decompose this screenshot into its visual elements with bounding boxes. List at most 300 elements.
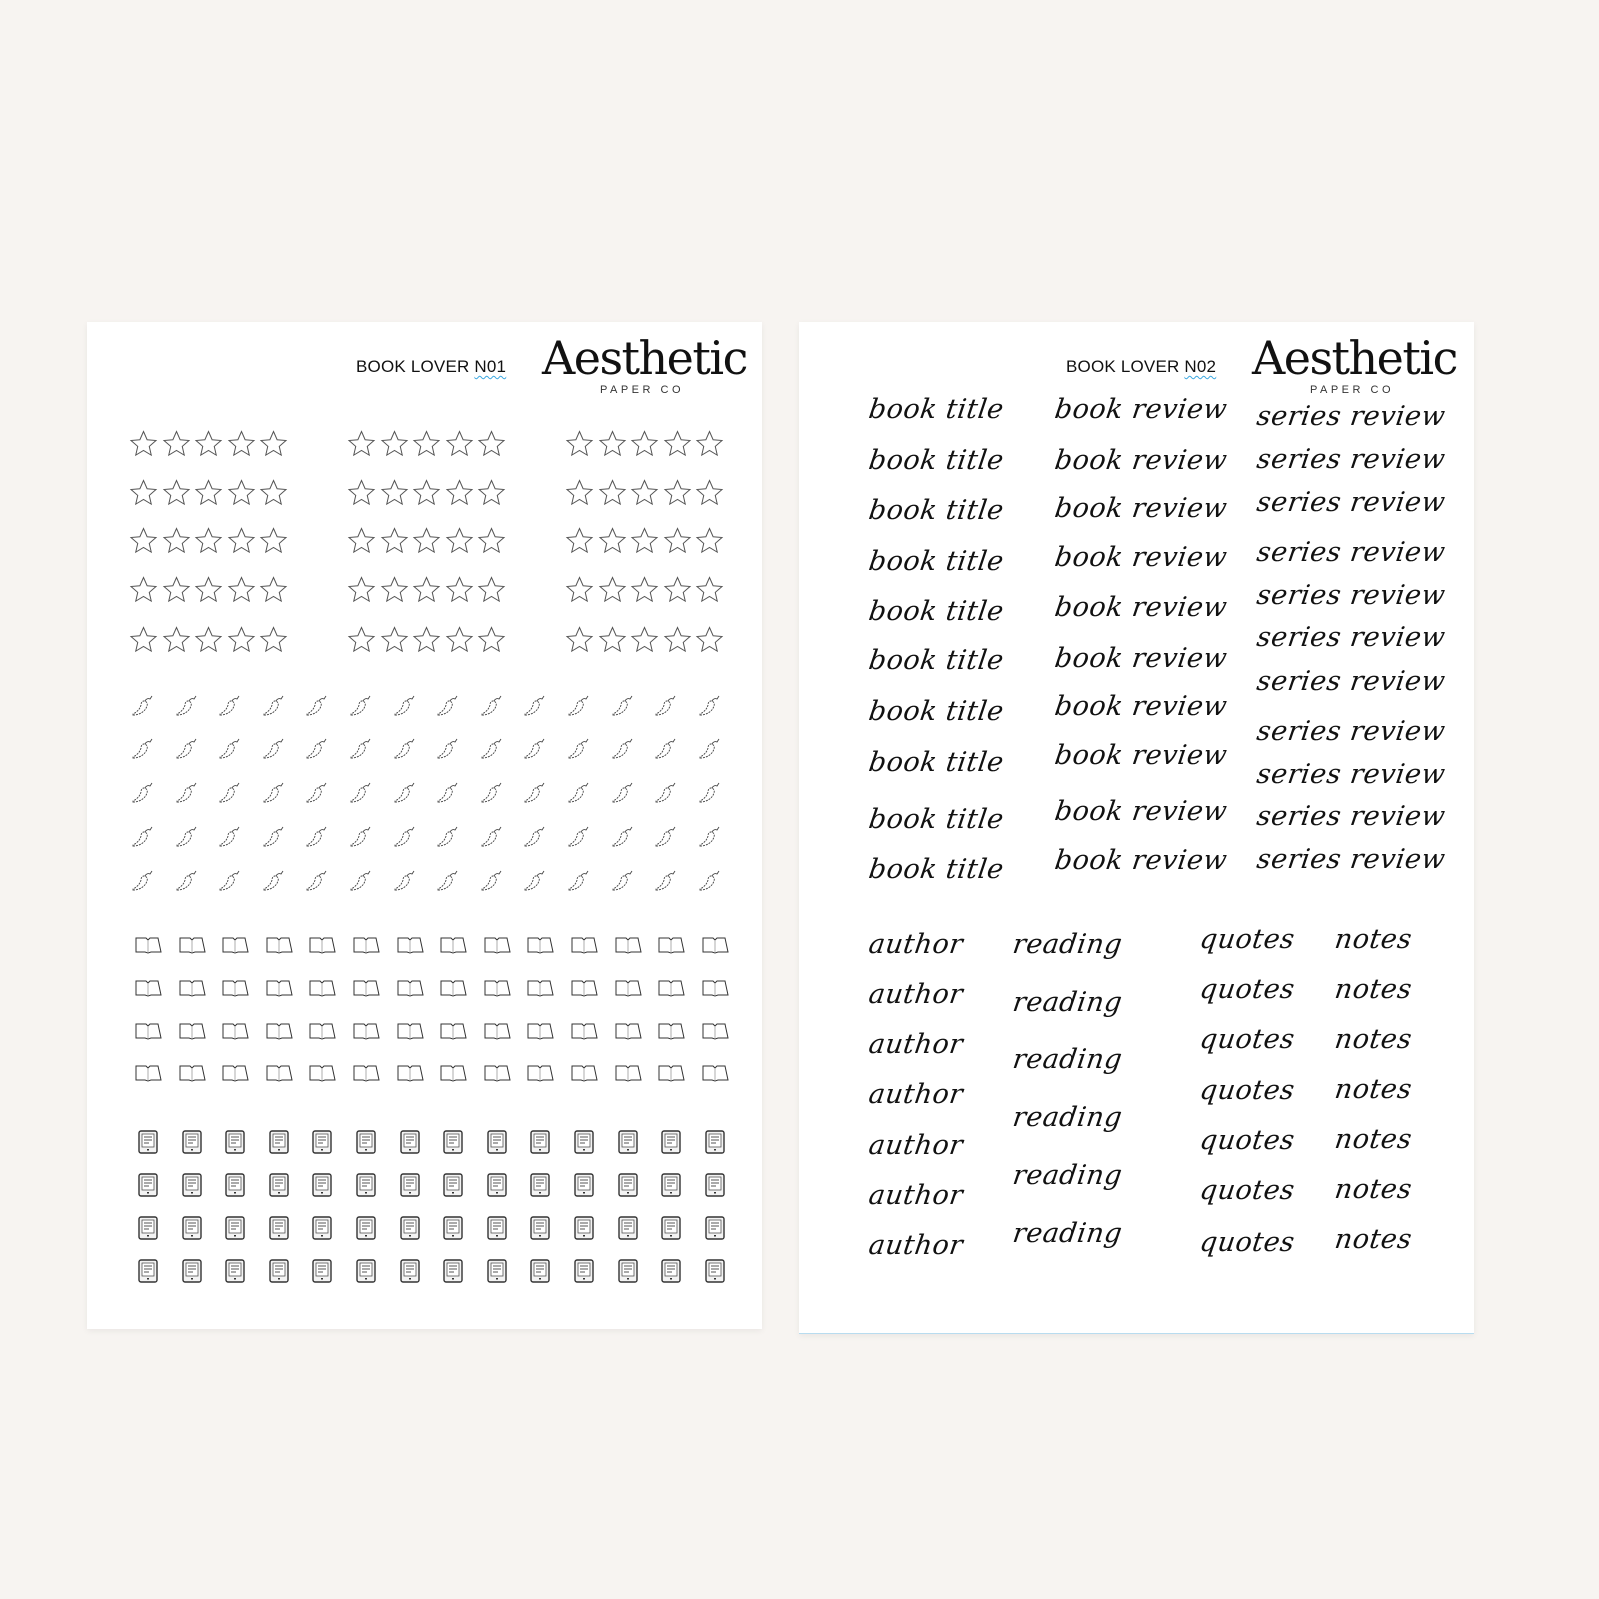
title-code: N02	[1184, 357, 1217, 376]
chili-pepper-icon	[174, 692, 202, 723]
star-outline-icon	[379, 625, 410, 660]
ereader-icon	[356, 1216, 376, 1245]
chili-pepper-icon	[697, 823, 725, 854]
ereader-icon	[269, 1130, 289, 1159]
open-book-icon	[570, 1064, 598, 1087]
star-outline-icon	[694, 478, 725, 513]
star-outline-icon	[346, 625, 377, 660]
chili-pepper-icon	[304, 867, 332, 898]
chili-pepper-icon	[174, 779, 202, 810]
logo-sub: PAPER CO	[1309, 384, 1395, 396]
open-book-icon	[483, 1022, 511, 1045]
chili-pepper-icon	[130, 779, 158, 810]
ereader-icon	[487, 1130, 507, 1159]
script-word-book-title: book title	[866, 546, 1006, 577]
ereader-icon	[138, 1216, 158, 1245]
title-code: N01	[474, 357, 507, 376]
open-book-icon	[308, 936, 336, 959]
star-outline-icon	[226, 478, 257, 513]
star-outline-icon	[379, 526, 410, 561]
chili-pepper-icon	[566, 735, 594, 766]
sticker-sheet-n01	[87, 322, 762, 1329]
chili-pepper-icon	[566, 779, 594, 810]
sheet-title	[356, 357, 506, 377]
ereader-icon	[618, 1259, 638, 1288]
star-outline-icon	[662, 625, 693, 660]
script-word-book-title: book title	[866, 445, 1006, 476]
ereader-icon	[312, 1173, 332, 1202]
open-book-icon	[221, 936, 249, 959]
chili-pepper-icon	[697, 735, 725, 766]
script-word-author: author	[866, 1130, 966, 1161]
open-book-icon	[570, 979, 598, 1002]
script-word-reading: reading	[1010, 1044, 1125, 1075]
chili-pepper-icon	[348, 735, 376, 766]
open-book-icon	[134, 1022, 162, 1045]
script-word-series-review: series review	[1254, 444, 1448, 475]
open-book-icon	[265, 979, 293, 1002]
star-outline-icon	[226, 625, 257, 660]
star-outline-icon	[564, 478, 595, 513]
chili-pepper-icon	[348, 823, 376, 854]
ereader-icon	[661, 1173, 681, 1202]
star-outline-icon	[597, 429, 628, 464]
script-word-notes: notes	[1332, 1024, 1415, 1055]
ereader-icon	[400, 1259, 420, 1288]
chili-pepper-icon	[304, 779, 332, 810]
star-outline-icon	[629, 429, 660, 464]
script-word-quotes: quotes	[1197, 1227, 1297, 1258]
star-outline-icon	[694, 575, 725, 610]
star-outline-icon	[128, 575, 159, 610]
script-word-series-review: series review	[1254, 487, 1448, 518]
script-word-quotes: quotes	[1197, 1125, 1297, 1156]
star-outline-icon	[258, 429, 289, 464]
open-book-icon	[352, 936, 380, 959]
open-book-icon	[439, 979, 467, 1002]
chili-pepper-icon	[653, 735, 681, 766]
script-word-notes: notes	[1332, 1074, 1415, 1105]
star-outline-icon	[193, 526, 224, 561]
star-outline-icon	[476, 575, 507, 610]
chili-pepper-icon	[174, 735, 202, 766]
open-book-icon	[396, 936, 424, 959]
chili-pepper-icon	[522, 867, 550, 898]
star-outline-icon	[411, 429, 442, 464]
open-book-icon	[221, 1022, 249, 1045]
chili-pepper-icon	[348, 692, 376, 723]
star-outline-icon	[476, 478, 507, 513]
open-book-icon	[701, 1022, 729, 1045]
chili-pepper-icon	[522, 779, 550, 810]
script-word-book-title: book title	[866, 645, 1006, 676]
open-book-icon	[265, 1022, 293, 1045]
ereader-icon	[182, 1130, 202, 1159]
script-word-author: author	[866, 979, 966, 1010]
chili-pepper-icon	[610, 779, 638, 810]
ereader-icon	[269, 1259, 289, 1288]
chili-pepper-icon	[435, 823, 463, 854]
ereader-icon	[443, 1259, 463, 1288]
chili-pepper-icon	[653, 823, 681, 854]
chili-pepper-icon	[261, 735, 289, 766]
star-outline-icon	[597, 526, 628, 561]
open-book-icon	[614, 1022, 642, 1045]
script-word-author: author	[866, 1230, 966, 1261]
star-outline-icon	[128, 526, 159, 561]
star-outline-icon	[564, 429, 595, 464]
chili-pepper-icon	[479, 692, 507, 723]
script-word-series-review: series review	[1254, 844, 1448, 875]
chili-pepper-icon	[610, 823, 638, 854]
ereader-icon	[487, 1216, 507, 1245]
ereader-icon	[705, 1130, 725, 1159]
ereader-icon	[138, 1259, 158, 1288]
star-outline-icon	[193, 429, 224, 464]
star-outline-icon	[629, 478, 660, 513]
open-book-icon	[657, 979, 685, 1002]
chili-pepper-icon	[217, 867, 245, 898]
script-word-book-title: book title	[866, 854, 1006, 885]
script-word-notes: notes	[1332, 1174, 1415, 1205]
open-book-icon	[570, 936, 598, 959]
star-outline-icon	[476, 625, 507, 660]
chili-pepper-icon	[261, 692, 289, 723]
chili-pepper-icon	[261, 823, 289, 854]
chili-pepper-icon	[348, 779, 376, 810]
ereader-icon	[182, 1216, 202, 1245]
chili-pepper-icon	[130, 823, 158, 854]
open-book-icon	[352, 1022, 380, 1045]
open-book-icon	[439, 936, 467, 959]
script-word-series-review: series review	[1254, 801, 1448, 832]
ereader-icon	[661, 1130, 681, 1159]
script-word-book-review: book review	[1052, 445, 1230, 476]
open-book-icon	[308, 979, 336, 1002]
open-book-icon	[352, 1064, 380, 1087]
ereader-icon	[312, 1259, 332, 1288]
script-word-quotes: quotes	[1197, 974, 1297, 1005]
open-book-icon	[483, 936, 511, 959]
ereader-icon	[618, 1173, 638, 1202]
chili-pepper-icon	[435, 779, 463, 810]
star-outline-icon	[694, 429, 725, 464]
script-word-quotes: quotes	[1197, 1075, 1297, 1106]
sticker-sheet-n02	[799, 322, 1474, 1334]
chili-pepper-icon	[479, 735, 507, 766]
script-word-reading: reading	[1010, 1102, 1125, 1133]
star-outline-icon	[411, 625, 442, 660]
chili-pepper-icon	[261, 867, 289, 898]
open-book-icon	[134, 936, 162, 959]
star-outline-icon	[597, 625, 628, 660]
star-outline-icon	[193, 478, 224, 513]
ereader-icon	[138, 1130, 158, 1159]
star-outline-icon	[346, 575, 377, 610]
open-book-icon	[614, 936, 642, 959]
script-word-author: author	[866, 1029, 966, 1060]
open-book-icon	[483, 979, 511, 1002]
star-outline-icon	[694, 625, 725, 660]
star-outline-icon	[629, 625, 660, 660]
star-outline-icon	[444, 429, 475, 464]
star-outline-icon	[161, 625, 192, 660]
chili-pepper-icon	[217, 735, 245, 766]
star-outline-icon	[193, 625, 224, 660]
chili-pepper-icon	[435, 735, 463, 766]
ereader-icon	[182, 1259, 202, 1288]
star-outline-icon	[161, 575, 192, 610]
ereader-icon	[618, 1216, 638, 1245]
script-word-reading: reading	[1010, 1218, 1125, 1249]
script-word-book-review: book review	[1052, 845, 1230, 876]
script-word-series-review: series review	[1254, 622, 1448, 653]
ereader-icon	[574, 1259, 594, 1288]
script-word-series-review: series review	[1254, 580, 1448, 611]
open-book-icon	[308, 1022, 336, 1045]
ereader-icon	[312, 1216, 332, 1245]
ereader-icon	[530, 1173, 550, 1202]
chili-pepper-icon	[697, 779, 725, 810]
script-word-book-title: book title	[866, 394, 1006, 425]
star-outline-icon	[258, 526, 289, 561]
chili-pepper-icon	[174, 823, 202, 854]
ereader-icon	[574, 1216, 594, 1245]
ereader-icon	[225, 1130, 245, 1159]
script-word-book-title: book title	[866, 804, 1006, 835]
ereader-icon	[574, 1173, 594, 1202]
star-outline-icon	[444, 526, 475, 561]
chili-pepper-icon	[697, 867, 725, 898]
star-outline-icon	[411, 478, 442, 513]
open-book-icon	[178, 936, 206, 959]
chili-pepper-icon	[522, 735, 550, 766]
open-book-icon	[396, 979, 424, 1002]
open-book-icon	[221, 979, 249, 1002]
open-book-icon	[614, 979, 642, 1002]
star-outline-icon	[597, 575, 628, 610]
ereader-icon	[530, 1216, 550, 1245]
star-outline-icon	[444, 478, 475, 513]
star-outline-icon	[629, 526, 660, 561]
open-book-icon	[178, 1064, 206, 1087]
open-book-icon	[396, 1064, 424, 1087]
chili-pepper-icon	[304, 735, 332, 766]
script-word-quotes: quotes	[1197, 1175, 1297, 1206]
ereader-icon	[400, 1216, 420, 1245]
script-word-series-review: series review	[1254, 759, 1448, 790]
script-word-author: author	[866, 1180, 966, 1211]
ereader-icon	[487, 1173, 507, 1202]
open-book-icon	[657, 936, 685, 959]
open-book-icon	[265, 936, 293, 959]
chili-pepper-icon	[653, 692, 681, 723]
script-word-book-review: book review	[1052, 643, 1230, 674]
chili-pepper-icon	[653, 779, 681, 810]
ereader-icon	[269, 1216, 289, 1245]
star-outline-icon	[411, 526, 442, 561]
star-outline-icon	[161, 429, 192, 464]
ereader-icon	[705, 1173, 725, 1202]
ereader-icon	[269, 1173, 289, 1202]
chili-pepper-icon	[392, 779, 420, 810]
star-outline-icon	[128, 625, 159, 660]
ereader-icon	[443, 1173, 463, 1202]
star-outline-icon	[662, 478, 693, 513]
star-outline-icon	[564, 526, 595, 561]
chili-pepper-icon	[522, 823, 550, 854]
star-outline-icon	[444, 625, 475, 660]
star-outline-icon	[662, 575, 693, 610]
chili-pepper-icon	[479, 867, 507, 898]
chili-pepper-icon	[217, 823, 245, 854]
brand-logo	[1252, 330, 1457, 396]
open-book-icon	[526, 1022, 554, 1045]
open-book-icon	[526, 936, 554, 959]
chili-pepper-icon	[130, 735, 158, 766]
script-word-reading: reading	[1010, 1160, 1125, 1191]
star-outline-icon	[346, 526, 377, 561]
chili-pepper-icon	[304, 692, 332, 723]
chili-pepper-icon	[392, 735, 420, 766]
star-outline-icon	[128, 478, 159, 513]
star-outline-icon	[662, 526, 693, 561]
open-book-icon	[526, 979, 554, 1002]
open-book-icon	[701, 1064, 729, 1087]
chili-pepper-icon	[610, 735, 638, 766]
star-outline-icon	[258, 625, 289, 660]
star-outline-icon	[226, 429, 257, 464]
open-book-icon	[701, 936, 729, 959]
open-book-icon	[308, 1064, 336, 1087]
ereader-icon	[618, 1130, 638, 1159]
ereader-icon	[443, 1130, 463, 1159]
script-word-book-review: book review	[1052, 796, 1230, 827]
chili-pepper-icon	[435, 867, 463, 898]
star-outline-icon	[629, 575, 660, 610]
chili-pepper-icon	[130, 692, 158, 723]
open-book-icon	[352, 979, 380, 1002]
ereader-icon	[138, 1173, 158, 1202]
chili-pepper-icon	[217, 779, 245, 810]
ereader-icon	[400, 1130, 420, 1159]
chili-pepper-icon	[479, 823, 507, 854]
logo-sub: PAPER CO	[599, 384, 685, 396]
star-outline-icon	[476, 526, 507, 561]
script-word-author: author	[866, 929, 966, 960]
ereader-icon	[225, 1259, 245, 1288]
open-book-icon	[134, 979, 162, 1002]
open-book-icon	[526, 1064, 554, 1087]
open-book-icon	[657, 1022, 685, 1045]
ereader-icon	[661, 1216, 681, 1245]
ereader-icon	[356, 1259, 376, 1288]
ereader-icon	[705, 1259, 725, 1288]
star-outline-icon	[411, 575, 442, 610]
chili-pepper-icon	[610, 867, 638, 898]
ereader-icon	[705, 1216, 725, 1245]
star-outline-icon	[597, 478, 628, 513]
chili-pepper-icon	[130, 867, 158, 898]
open-book-icon	[178, 1022, 206, 1045]
chili-pepper-icon	[392, 692, 420, 723]
star-outline-icon	[346, 429, 377, 464]
script-word-notes: notes	[1332, 924, 1415, 955]
open-book-icon	[701, 979, 729, 1002]
star-outline-icon	[379, 429, 410, 464]
script-word-series-review: series review	[1254, 666, 1448, 697]
chili-pepper-icon	[653, 867, 681, 898]
script-word-series-review: series review	[1254, 716, 1448, 747]
script-word-series-review: series review	[1254, 537, 1448, 568]
script-word-book-title: book title	[866, 495, 1006, 526]
title-prefix: BOOK LOVER	[356, 357, 475, 376]
open-book-icon	[483, 1064, 511, 1087]
chili-pepper-icon	[566, 823, 594, 854]
star-outline-icon	[128, 429, 159, 464]
chili-pepper-icon	[348, 867, 376, 898]
ereader-icon	[225, 1173, 245, 1202]
star-outline-icon	[193, 575, 224, 610]
ereader-icon	[574, 1130, 594, 1159]
star-outline-icon	[161, 526, 192, 561]
ereader-icon	[530, 1130, 550, 1159]
chili-pepper-icon	[566, 692, 594, 723]
title-prefix: BOOK LOVER	[1066, 357, 1185, 376]
chili-pepper-icon	[217, 692, 245, 723]
star-outline-icon	[161, 478, 192, 513]
script-word-quotes: quotes	[1197, 924, 1297, 955]
script-word-reading: reading	[1010, 929, 1125, 960]
logo-main: Aesthetic	[1252, 331, 1457, 385]
ereader-icon	[182, 1173, 202, 1202]
script-word-notes: notes	[1332, 1124, 1415, 1155]
star-outline-icon	[226, 526, 257, 561]
chili-pepper-icon	[174, 867, 202, 898]
star-outline-icon	[444, 575, 475, 610]
script-word-notes: notes	[1332, 1224, 1415, 1255]
star-outline-icon	[564, 575, 595, 610]
ereader-icon	[356, 1130, 376, 1159]
open-book-icon	[265, 1064, 293, 1087]
script-word-quotes: quotes	[1197, 1024, 1297, 1055]
script-word-book-review: book review	[1052, 493, 1230, 524]
chili-pepper-icon	[304, 823, 332, 854]
chili-pepper-icon	[697, 692, 725, 723]
script-word-book-review: book review	[1052, 691, 1230, 722]
chili-pepper-icon	[392, 823, 420, 854]
script-word-book-title: book title	[866, 696, 1006, 727]
brand-logo	[542, 330, 747, 396]
script-word-author: author	[866, 1079, 966, 1110]
open-book-icon	[221, 1064, 249, 1087]
star-outline-icon	[346, 478, 377, 513]
ereader-icon	[356, 1173, 376, 1202]
script-word-reading: reading	[1010, 987, 1125, 1018]
star-outline-icon	[476, 429, 507, 464]
chili-pepper-icon	[261, 779, 289, 810]
chili-pepper-icon	[610, 692, 638, 723]
script-word-series-review: series review	[1254, 401, 1448, 432]
open-book-icon	[614, 1064, 642, 1087]
chili-pepper-icon	[522, 692, 550, 723]
star-outline-icon	[226, 575, 257, 610]
star-outline-icon	[379, 478, 410, 513]
open-book-icon	[570, 1022, 598, 1045]
chili-pepper-icon	[479, 779, 507, 810]
ereader-icon	[530, 1259, 550, 1288]
chili-pepper-icon	[392, 867, 420, 898]
